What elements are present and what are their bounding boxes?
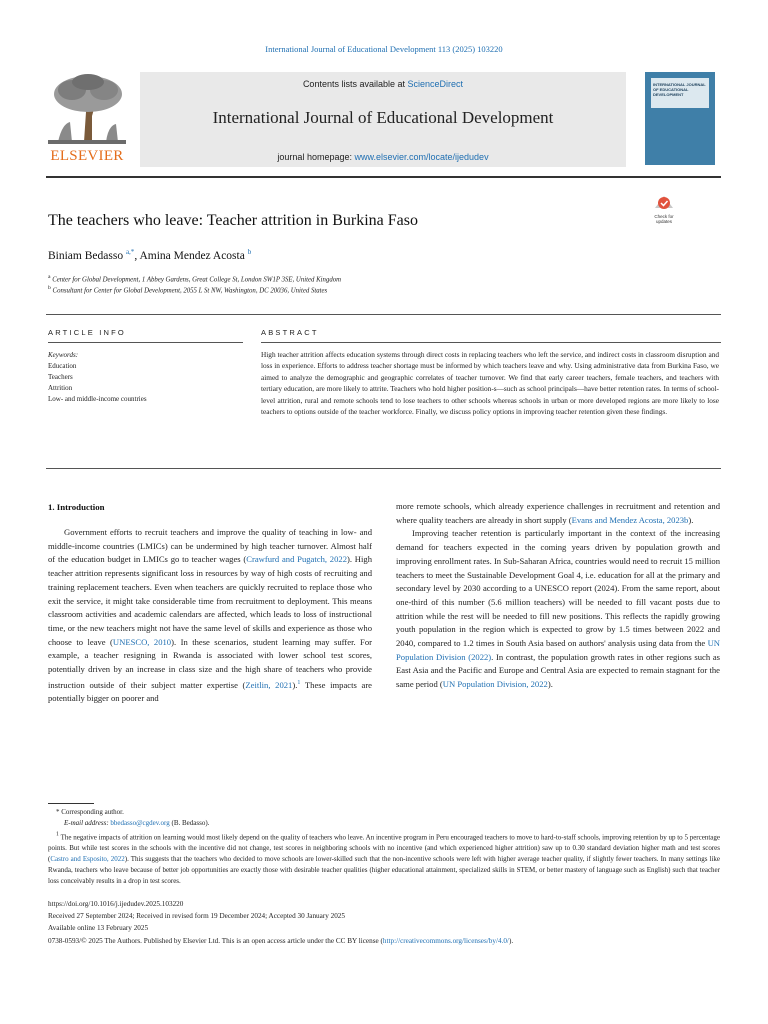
keywords-label: Keywords:: [48, 351, 79, 359]
text-run: ). In these scenarios, student learning may suffer. For example, a teacher resigning in Rwanda is associated with lower school test scores, potentially driven by an increase in class size and the high share of teachers who provide instruction outside of their subject matter expertise (: [48, 636, 372, 690]
footnote-mark[interactable]: 1: [297, 679, 301, 686]
abstract-bottom-divider: [46, 468, 721, 469]
article-title: The teachers who leave: Teacher attrition in Burkina Faso: [48, 212, 419, 229]
corresponding-author-note: [48, 807, 720, 818]
text-run: . In contrast, the population growth rates in other regions such as East Asia and the Pacific and Europe and Central Asia are expected to remain stagnant for the same period (: [396, 651, 720, 690]
homepage-prefix: journal homepage:: [277, 152, 352, 162]
author-separator: ,: [134, 249, 138, 262]
license-link[interactable]: http://creativecommons.org/licenses/by/4.0/: [382, 937, 509, 945]
text-run: These impacts are potentially bigger on poorer and: [48, 679, 372, 704]
citation-link[interactable]: Crawfurd and Pugatch, 2022: [246, 554, 347, 565]
email-link[interactable]: bbedasso@cgdev.org: [110, 819, 170, 827]
text-run: ).: [292, 679, 298, 690]
footnote-text: (B. Bedasso).: [169, 819, 210, 827]
intro-paragraph: [396, 527, 720, 691]
footnote-mark: 1: [56, 832, 59, 838]
affiliation-text: Center for Global Development, 1 Abbey Gardens, Great College St, London SW1P 3SE, United Kingdom: [52, 276, 342, 284]
footnote-text: The negative impacts of attrition on learning would most likely depend on the quality of teachers who leave. An incentive program in Peru encouraged teachers to move to hard-to-staff schools, improving retention by up to 5 percentage points. But while test scores in the schools with the incentive did not change, test scores in neighboring schools with no incentive (and which experienced higher attrition) saw up to 0.30 standard deviation higher math and test scores (: [48, 833, 721, 864]
citation-link[interactable]: Zeitlin, 2021: [245, 679, 293, 690]
footnote-divider: [48, 803, 94, 804]
author-affiliation-mark[interactable]: a,*: [125, 248, 135, 256]
abstract-rule: [261, 342, 721, 343]
article-info-rule: [48, 342, 243, 343]
journal-header-band: [140, 72, 626, 167]
affiliation-text: Consultant for Center for Global Development, 2055 L St NW, Washington, DC 20036, United States: [52, 287, 328, 295]
intro-right-column: [396, 500, 720, 692]
email-label: E-mail address:: [64, 819, 109, 827]
author-name[interactable]: Amina Mendez Acosta: [139, 249, 245, 262]
intro-paragraph: [48, 526, 372, 706]
elsevier-logo: [46, 72, 128, 167]
sciencedirect-link[interactable]: ScienceDirect: [407, 79, 464, 89]
elsevier-wordmark: ELSEVIER: [50, 148, 124, 164]
text-run: ).: [688, 514, 694, 525]
info-top-divider: [46, 314, 721, 315]
text-run: more remote schools, which already experience challenges in recruitment and retention and where quality teachers are already in short supply (: [396, 501, 720, 525]
available-online: Available online 13 February 2025: [48, 924, 149, 932]
author-list: [48, 248, 251, 262]
footnote-1: [48, 830, 720, 887]
footnote-text: ). This suggests that the teachers who decided to move schools are lower-skilled such that the non-incentive schools were left with higher average teacher quality, if slightly fewer teachers. In many settings like Rwanda, teachers who leave because of better job opportunities are exactly those with desirable teacher qualities (higher educational attainment, specialized skills in STEM, or better mastery of language such as English) such that teacher loss conceivably results in a drop in test scores.: [48, 855, 720, 886]
citation-link[interactable]: UNESCO, 2010: [112, 636, 172, 647]
license-text: 0738-0593/© 2025 The Authors. Published by Elsevier Ltd. This is an open access article under the CC BY license (: [48, 937, 383, 945]
contents-prefix: Contents lists available at: [302, 79, 405, 89]
author-affiliation-mark[interactable]: b: [247, 248, 252, 256]
keyword-item: Education: [48, 362, 77, 370]
keyword-item: Attrition: [48, 384, 73, 392]
license-text: ).: [508, 937, 514, 945]
received-dates: Received 27 September 2024; Received in revised form 19 December 2024; Accepted 30 January 2025: [48, 912, 345, 920]
section-heading-introduction: 1. Introduction: [48, 502, 105, 512]
affiliation-b: [48, 285, 327, 294]
cover-title: INTERNATIONAL JOURNAL OF EDUCATIONAL DEVELOPMENT: [653, 82, 706, 97]
check-updates-label: Check for updates: [654, 214, 674, 224]
affiliation-mark: b: [48, 285, 51, 291]
text-run: ).: [547, 679, 553, 690]
header-divider: [46, 176, 721, 178]
homepage-link[interactable]: www.elsevier.com/locate/ijedudev: [354, 152, 489, 162]
keyword-item: Low- and middle-income countries: [48, 395, 147, 403]
text-run: ). High teacher attrition represents significant loss in resources by way of high costs of recruiting and training replacement teachers. Even when teachers are quickly recruited to replace those who exit the service, it might take considerable time from recruitment to deployment. This means classroom activities and academic calendars are affected, which leads to loss of instructional time, or the new teachers might not have the same level of skills and experience as those who choose to leave (: [48, 554, 372, 647]
affiliation-a: [48, 274, 341, 283]
journal-name: International Journal of Educational Development: [212, 108, 554, 127]
email-note: [64, 818, 714, 829]
doi-link[interactable]: https://doi.org/10.1016/j.ijedudev.2025.103220: [48, 900, 184, 908]
footnote-mark: *: [56, 808, 60, 816]
elsevier-tree-icon: [48, 72, 126, 144]
citation-link[interactable]: UN Population Division, 2022: [442, 679, 548, 690]
check-for-updates-badge[interactable]: [647, 194, 681, 228]
check-updates-icon: [647, 194, 681, 214]
journal-citation[interactable]: International Journal of Educational Development 113 (2025) 103220: [265, 44, 503, 54]
text-run: Improving teacher retention is particularly important in the context of the increasing demand for teachers expected in the coming years driven by population growth and improving enrollment rates. In Sub-Saharan Africa, countries would need to recruit 15 million teachers to meet the Sustainable Development Goal 4, i.e. education for all at the primary and secondary level by 2030 according to a UNESCO report (2024). From the same report, about one-third of this number (5.6 million teachers) will be needed to fill vacant posts due to attrition while the rest will be needed to fill new positions. This reflects the rapidly growing youth population in the region which is expected to grow by 1.5 times between 2022 and 2040, compared to 1.2 times in South Asia based on authors' analysis using data from the: [396, 528, 720, 649]
intro-paragraph: [396, 500, 720, 527]
affiliation-mark: a: [48, 274, 51, 280]
article-info-heading: ARTICLE INFO: [48, 328, 126, 337]
citation-link[interactable]: Evans and Mendez Acosta, 2023b: [571, 514, 689, 525]
license-statement: [48, 937, 513, 945]
author-name[interactable]: Biniam Bedasso: [48, 249, 124, 262]
text-run: Government efforts to recruit teachers and improve the quality of teaching in low- and middle-income countries (LMICs) can be undermined by high teacher turnover. Almost half of the education budget in LMICs go to teacher wages (: [48, 527, 372, 565]
abstract-heading: ABSTRACT: [261, 328, 319, 337]
footnote-text: Corresponding author.: [61, 808, 124, 816]
journal-homepage: [140, 152, 626, 162]
contents-availability: [140, 79, 626, 89]
journal-cover-thumbnail[interactable]: [645, 72, 715, 165]
citation-link[interactable]: Castro and Esposito, 2022: [50, 855, 125, 864]
citation-link[interactable]: UN Population Division (2022): [396, 638, 720, 662]
keyword-item: Teachers: [48, 373, 73, 381]
abstract-text: High teacher attrition affects education systems through direct costs in replacing teachers who left the service, and indirect costs in classroom disruption and loss in experience. Efforts to address teacher shortage must be informed by which teachers leave and why. Using administrative data from Burkina Faso, we aimed to analyze the demographic and geographic correlates of teacher turnover. We find that early career teachers, female teachers, and teachers with tertiary education, are more likely to attrite. Teachers who hold higher position-s—such as school principals—have better retention rates. In terms of school-level attrition, rural and remote schools tend to lose teachers to other schools whereas schools in urban or more developed regions are more likely to lose teachers to options outside of the teacher workforce. Finally, we discuss policy options in improving teacher retention given these findings.: [261, 350, 719, 417]
intro-left-column: [48, 526, 372, 706]
